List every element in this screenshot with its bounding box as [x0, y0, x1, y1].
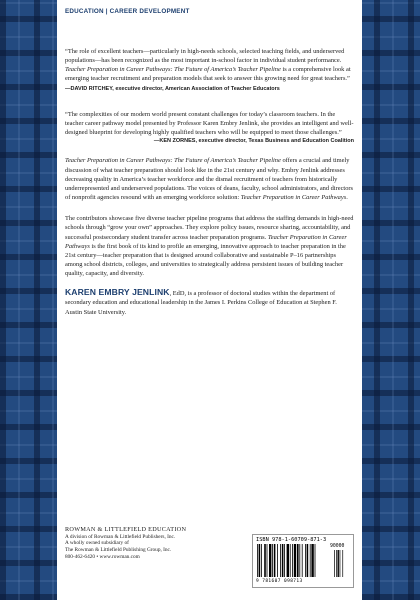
- barcode-bar: [292, 544, 293, 577]
- quote-ritchey: “The role of excellent teachers—particularly in high-needs schools, selected teaching fields, and underserved populations—has been recognized as the most important in-school factor in individual student performance. Teacher Preparation in Career Pathways: The Future of America’s Teacher Pipeline is a comprehensive look at emerging teacher recruitment and preparation models that seek to answer this growing need for great teachers.” —DAVID RITCHEY, executive director, American Association of Teacher Educators: [65, 48, 351, 92]
- barcode-bar: [294, 544, 296, 577]
- barcode-bar: [257, 544, 258, 577]
- publisher-line: The Rowman & Littlefield Publishing Group, Inc.: [65, 547, 172, 554]
- description-paragraph-1: Teacher Preparation in Career Pathways: The Future of America’s Teacher Pipeline offers a crucial and timely discussion of what teacher preparation should look like in the 21st century and why. Embry Jenlink addresses decreasing quality in America’s teacher workforce and the dismal recruitment of teachers from historically underrepresented and underserved populations. The voices of deans, faculty, school administrators, and directors of nonprofit agencies resound with an emerging workforce solution: Teacher Preparation in Career Pathways.: [65, 157, 354, 202]
- publisher-line: A wholly owned subsidiary of: [65, 540, 129, 547]
- barcode-bar: [259, 544, 261, 577]
- price-code: 90000: [330, 544, 345, 549]
- barcode-bar: [269, 544, 271, 577]
- barcode-bar: [284, 544, 285, 577]
- author-bio: KAREN EMBRY JENLINK, EdD, is a professor of doctoral studies within the department of secondary education and educational leadership in the James I. Perkins College of Education at Stephen F. Austin State University.: [65, 287, 337, 316]
- quote-ritchey-attribution: —DAVID RITCHEY, executive director, American Association of Teacher Educators: [65, 85, 280, 92]
- barcode-bar: [342, 550, 343, 577]
- barcode-bar: [302, 544, 303, 577]
- description-paragraph-2: The contributors showcase five diverse teacher pipeline programs that address the staffing demands in high-need schools through “grow your own” approaches. They explore policy issues, resource sharing, accountability, and successful postsecondary student transfer across teacher preparation programs. Teacher Preparation in Career Pathways is the first book of its kind to profile an emerging, innovative approach to teacher preparation in the 21st century—teacher preparation that is designed around collaborative and sustainable P–16 partnerships among school districts, colleges, and universities to strategically address persistent issues of building teacher quality, capacity, and diversity.: [65, 215, 354, 278]
- book-title-italic: Teacher Preparation in Career Pathways: The Future of America’s Teacher Pipeline: [65, 157, 281, 165]
- barcode-bar: [299, 544, 300, 577]
- publisher-line: A division of Rowman & Littlefield Publishers, Inc.: [65, 533, 176, 540]
- quote-zornes-attribution: —KEN ZORNES, executive director, Texas Business and Education Coalition: [153, 138, 354, 145]
- barcode-bar: [282, 544, 284, 577]
- barcode-bar: [264, 544, 266, 577]
- barcode-bar: [340, 550, 341, 577]
- barcode-bar: [336, 550, 337, 577]
- barcode-bar: [290, 544, 291, 577]
- barcode-bars: [257, 544, 349, 579]
- barcode-bar: [277, 544, 278, 577]
- book-title-short-italic: Teacher Preparation in Career Pathways: [65, 233, 347, 250]
- barcode-bar: [334, 550, 335, 577]
- isbn-label: ISBN 978-1-60709-871-3: [256, 537, 327, 543]
- publisher-block: [65, 527, 240, 561]
- barcode-bar: [338, 550, 339, 577]
- barcode-bar: [311, 544, 313, 577]
- barcode-bar: [261, 544, 262, 577]
- barcode-bar: [272, 544, 273, 577]
- barcode-bar: [310, 544, 311, 577]
- barcode-bar: [280, 544, 281, 577]
- barcode-bar: [307, 544, 309, 577]
- book-title-italic: Teacher Preparation in Career Pathways: The Future of America’s Teacher Pipeline: [65, 66, 281, 74]
- barcode-bar: [315, 544, 316, 577]
- barcode-bar: [267, 544, 268, 577]
- barcode: [252, 534, 354, 588]
- category-label: EDUCATION | CAREER DEVELOPMENT: [65, 8, 190, 15]
- publisher-contact: 800-462-6420 • www.rowman.com: [65, 553, 140, 560]
- quote-zornes: “The complexities of our modern world present constant challenges for today’s classroom teachers. In the teacher career pathway model presented by Professor Karen Embry Jenlink, she provides an intelligent and well-designed blueprint for developing highly qualified teachers who will be equipped to meet those challenges.” —KEN ZORNES, executive director, Texas Business and Education Coalition: [65, 110, 354, 147]
- back-cover-content: [65, 47, 354, 317]
- barcode-bar: [287, 544, 289, 577]
- author-name: KAREN EMBRY JENLINK: [65, 287, 170, 298]
- book-title-short-italic: Teacher Preparation in Career Pathways: [240, 194, 347, 202]
- barcode-number: 9 781607 098713: [256, 579, 303, 584]
- barcode-bar: [297, 544, 299, 577]
- barcode-bar: [305, 544, 306, 577]
- barcode-bar: [274, 544, 276, 577]
- publisher-name: ROWMAN & LITTLEFIELD EDUCATION: [65, 526, 187, 533]
